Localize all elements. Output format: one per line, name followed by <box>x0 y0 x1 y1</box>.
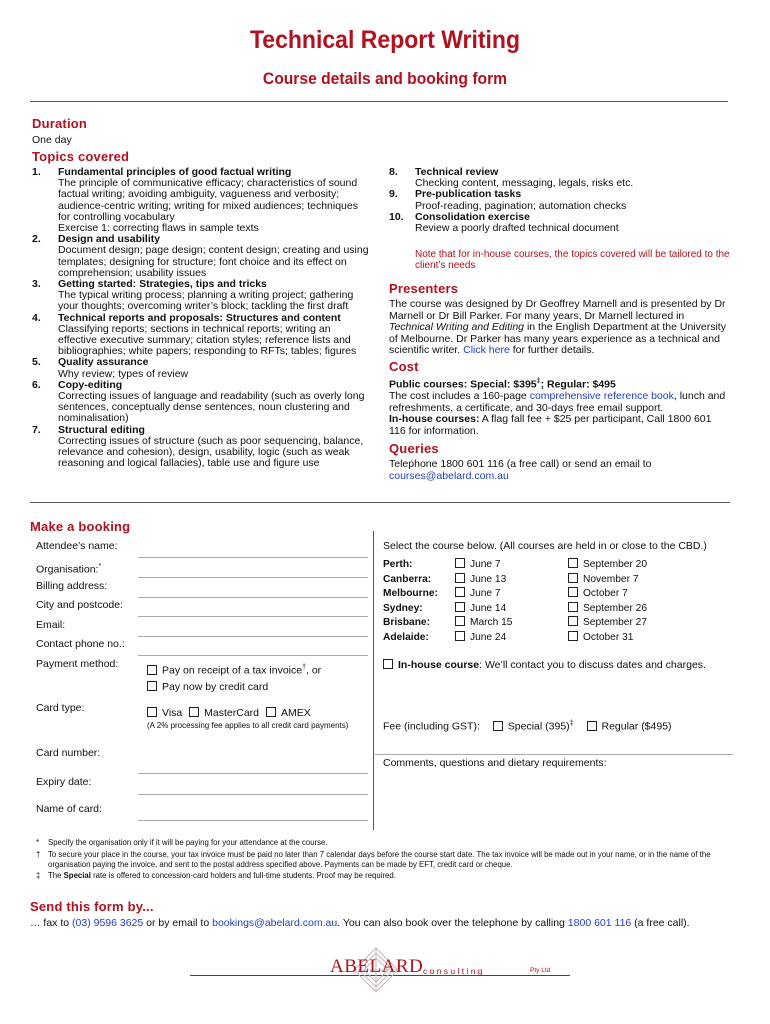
email-field[interactable] <box>138 636 368 637</box>
cost-text: Public courses: Special: $395‡; Regular: $495 The cost includes a 160-page comprehensive reference book, lunch and refreshments, a certificate, and 30-days free email support. In-house courses: A flag fall fee + $25 per participant, Call 1800 601 116 for information. <box>389 376 731 437</box>
date-option[interactable]: March 15 <box>455 616 568 631</box>
city-postcode-label: City and postcode: <box>36 599 123 611</box>
billing-address-label: Billing address: <box>36 580 108 592</box>
organisation-label: Organisation:* <box>36 563 102 576</box>
city-name: Adelaide: <box>383 631 429 643</box>
city-postcode-field[interactable] <box>138 616 368 617</box>
topic-number: 8. <box>389 166 398 178</box>
topic-item <box>32 380 372 425</box>
card-fee-note: (A 2% processing fee applies to all credit card payments) <box>147 721 349 730</box>
attendee-name-label: Attendee’s name: <box>36 540 118 552</box>
expiry-label: Expiry date: <box>36 776 92 788</box>
date-checkbox[interactable] <box>568 616 578 626</box>
date-checkbox[interactable] <box>568 558 578 568</box>
book-title: Technical Writing and Editing <box>389 321 525 334</box>
page-title: Technical Report Writing <box>249 26 521 54</box>
pay-card-option[interactable]: Pay now by credit card <box>147 681 268 694</box>
date-checkbox[interactable] <box>455 573 465 583</box>
presenters-text: The course was designed by Dr Geoffrey Marnell and is presented by Dr Marnell or Dr Bill Parker. For many years, Dr Marnell lectured in Technical Writing and Editing in the English Department at the University of Melbourne. Dr Parker has many years experience as a technical and scientific writer. Click here for further details. <box>389 298 726 357</box>
date-checkbox[interactable] <box>455 631 465 641</box>
organisation-field[interactable] <box>138 577 368 578</box>
topic-number: 7. <box>32 423 41 436</box>
date-checkbox[interactable] <box>568 631 578 641</box>
logo-name: ABELARD <box>330 956 424 977</box>
reference-book-link[interactable]: comprehensive reference book <box>529 390 674 403</box>
date-checkbox[interactable] <box>455 558 465 568</box>
topic-number: 6. <box>32 378 41 391</box>
logo-tagline: c o n s u l t i n g <box>423 966 483 976</box>
date-checkbox[interactable] <box>455 602 465 612</box>
fee-divider <box>375 754 733 755</box>
topic-item <box>389 167 729 189</box>
billing-address-field[interactable] <box>138 597 368 598</box>
topic-number: 4. <box>32 311 41 324</box>
cost-heading: Cost <box>389 359 419 374</box>
topic-number: 10. <box>389 210 404 223</box>
topic-item <box>32 279 372 313</box>
date-option[interactable]: September 26 <box>568 602 647 617</box>
topics-list-left <box>32 167 372 469</box>
comments-field[interactable] <box>383 772 733 828</box>
date-option[interactable]: November 7 <box>568 573 639 588</box>
public-courses-price: Public courses: Special: $395‡; Regular: $495 <box>389 378 616 391</box>
date-option[interactable]: June 13 <box>455 573 568 588</box>
topics-note: Note that for in-house courses, the topics covered will be tailored to the client’s needs <box>415 249 730 271</box>
date-option[interactable]: October 31 <box>568 631 633 646</box>
name-of-card-field[interactable] <box>138 820 368 821</box>
topic-title: Design and usability <box>58 233 161 246</box>
presenters-link[interactable]: Click here <box>463 344 510 357</box>
city-name: Canberra: <box>383 573 432 585</box>
booking-column-divider <box>373 531 374 830</box>
expiry-field[interactable] <box>138 794 368 795</box>
topic-title: Technical reports and proposals: Structures and content <box>58 311 341 324</box>
topic-number: 2. <box>32 233 41 246</box>
queries-heading: Queries <box>389 441 439 456</box>
pay-card-checkbox[interactable] <box>147 681 157 691</box>
contact-phone-label: Contact phone no.: <box>36 638 125 650</box>
fax-number[interactable]: (03) 9596 3625 <box>72 917 144 929</box>
amex-checkbox[interactable] <box>266 707 276 717</box>
city-name: Melbourne: <box>383 588 438 599</box>
visa-checkbox[interactable] <box>147 707 157 717</box>
course-location-row <box>383 587 733 602</box>
date-checkbox[interactable] <box>568 573 578 583</box>
visa-label: Visa <box>162 707 183 719</box>
course-locations <box>383 558 733 645</box>
course-location-row <box>383 558 733 573</box>
topic-item <box>32 167 372 234</box>
fee-special-label: Special (395) <box>507 720 570 733</box>
topic-description: The typical writing process; planning a writing project; gathering your thoughts; overcoming writer’s block; tackling the first draft <box>58 289 354 313</box>
city-name: Perth: <box>383 559 413 570</box>
topic-item <box>32 425 372 470</box>
duration-heading: Duration <box>32 116 88 131</box>
topic-title: Structural editing <box>58 423 145 436</box>
topic-item <box>389 189 729 211</box>
topic-number: 9. <box>389 188 398 201</box>
topic-description: Classifying reports; sections in technical reports; writing an effective executive summary; citation styles; reference lists and bibliographies; white papers; responding to RFTs; tables; figures <box>58 322 357 358</box>
topic-item <box>32 357 372 379</box>
header-divider <box>30 101 728 102</box>
attendee-name-field[interactable] <box>138 557 368 558</box>
topic-number: 5. <box>32 356 41 369</box>
date-option[interactable]: June 24 <box>455 631 568 646</box>
course-location-row <box>383 573 733 588</box>
topic-item <box>32 313 372 358</box>
duration-value: One day <box>32 134 72 146</box>
course-location-row <box>383 616 733 631</box>
name-of-card-label: Name of card: <box>36 803 102 815</box>
topic-description: Document design; page design; content design; creating and using templates; designing for structure; font choice and its effect on comprehension; usability issues <box>58 244 369 279</box>
topic-title: Getting started: Strategies, tips and tricks <box>58 278 267 291</box>
date-option[interactable]: June 7 <box>455 587 568 602</box>
topics-list-right <box>389 167 729 234</box>
topic-item <box>32 234 372 279</box>
date-option[interactable]: September 27 <box>568 616 647 631</box>
card-type-options <box>147 707 311 720</box>
contact-phone-field[interactable] <box>138 655 368 656</box>
fee-regular-checkbox[interactable] <box>587 721 597 731</box>
date-option[interactable]: September 20 <box>568 558 647 573</box>
topic-number: 1. <box>32 166 41 178</box>
card-number-label: Card number: <box>36 747 101 759</box>
city-name: Brisbane: <box>383 617 430 628</box>
city-name: Sydney: <box>383 602 423 614</box>
amex-label: AMEX <box>280 707 311 719</box>
course-location-row <box>383 602 733 617</box>
inhouse-checkbox[interactable] <box>383 659 393 669</box>
fee-row: Fee (including GST): Special (395)‡ Regular ($495) <box>383 720 672 733</box>
topic-item <box>389 212 729 234</box>
date-checkbox[interactable] <box>455 587 465 597</box>
page-subtitle: Course details and booking form <box>262 69 508 88</box>
topic-exercise: Exercise 1: correcting flaws in sample texts <box>58 222 259 235</box>
comments-label: Comments, questions and dietary requirements: <box>383 757 607 769</box>
topic-title: Consolidation exercise <box>415 210 530 223</box>
card-number-field[interactable] <box>138 773 368 774</box>
mastercard-label: MasterCard <box>204 707 260 719</box>
date-option[interactable]: October 7 <box>568 587 628 602</box>
bookings-email-link[interactable]: bookings@abelard.com.au <box>212 917 338 929</box>
fee-regular-label: Regular ($495) <box>601 720 672 733</box>
inhouse-course-option[interactable]: In-house course: We’ll contact you to discuss dates and charges. <box>383 659 706 672</box>
topic-description: Review a poorly drafted technical document <box>415 222 619 235</box>
date-option[interactable]: June 14 <box>455 602 568 617</box>
topic-number: 3. <box>32 278 41 291</box>
queries-text: Telephone 1800 601 116 (a free call) or send an email to courses@abelard.com.au <box>389 459 731 482</box>
date-checkbox[interactable] <box>568 587 578 597</box>
date-checkbox[interactable] <box>568 602 578 612</box>
booking-heading: Make a booking <box>30 519 131 534</box>
topic-title: Fundamental principles of good factual writing <box>58 166 292 178</box>
topic-title: Pre-publication tasks <box>415 188 522 201</box>
topic-description: Proof-reading, pagination; automation checks <box>415 199 627 212</box>
topic-title: Technical review <box>415 166 499 178</box>
topics-heading: Topics covered <box>32 149 130 164</box>
select-course-intro: Select the course below. (All courses are held in or close to the CBD.) <box>383 540 707 552</box>
presenters-heading: Presenters <box>389 281 459 296</box>
topic-title: Copy-editing <box>58 378 123 391</box>
phone-number[interactable]: 1800 601 116 <box>567 917 632 929</box>
fee-label: Fee (including GST): <box>383 720 480 733</box>
email-label: Email: <box>36 619 66 631</box>
mastercard-checkbox[interactable] <box>189 707 199 717</box>
course-location-row <box>383 631 733 646</box>
section-divider <box>30 502 730 503</box>
fee-special-checkbox[interactable] <box>493 721 503 731</box>
send-text: … fax to (03) 9596 3625 or by email to bookings@abelard.com.au. You can also book over the telephone by calling 1800 601 116 (a free call). <box>30 917 690 929</box>
date-checkbox[interactable] <box>455 616 465 626</box>
topic-description: Correcting issues of structure (such as poor sequencing, balance, relevance and cohesion), design, usability, logic (such as weak reasoning and logical fallacies), table use and figure use <box>58 434 364 470</box>
topic-description: Why review; types of review <box>58 367 189 380</box>
topic-title: Quality assurance <box>58 356 149 369</box>
date-option[interactable]: June 7 <box>455 558 568 573</box>
topic-description: Checking content, messaging, legals, risks etc. <box>415 177 634 190</box>
footnote-special-rate: ‡ The Special rate is offered to concession-card holders and full-time students. Proof may be required. <box>36 871 396 880</box>
footnote-invoice: † To secure your place in the course, your tax invoice must be paid no later than 7 calendar days before the course start date. The tax invoice will be made out in your name, or in the name of the organisation paying the invoice, and sent to the postal address specified above. Payments can be made by EFT, credit card or cheque. <box>36 850 711 869</box>
pay-invoice-option[interactable]: Pay on receipt of a tax invoice†, or <box>147 662 321 677</box>
topic-description: Correcting issues of language and readability (such as overly long sentences, conceptually dense sentences, noun clustering and nominalisation) <box>58 390 365 425</box>
topic-description: The principle of communicative efficacy; characteristics of sound factual writing; avoiding ambiguity, vagueness and verbosity; audience-centric writing; writing for mixed audiences; techniques for controlling vocabulary <box>58 177 358 223</box>
pay-invoice-checkbox[interactable] <box>147 665 157 675</box>
courses-email-link[interactable]: courses@abelard.com.au <box>389 469 509 482</box>
footnote-organisation: * Specify the organisation only if it will be paying for your attendance at the course. <box>36 838 328 847</box>
card-type-label: Card type: <box>36 702 85 714</box>
payment-method-label: Payment method: <box>36 658 119 670</box>
send-heading: Send this form by... <box>30 899 154 914</box>
logo-suffix: Pty Ltd <box>530 967 551 974</box>
